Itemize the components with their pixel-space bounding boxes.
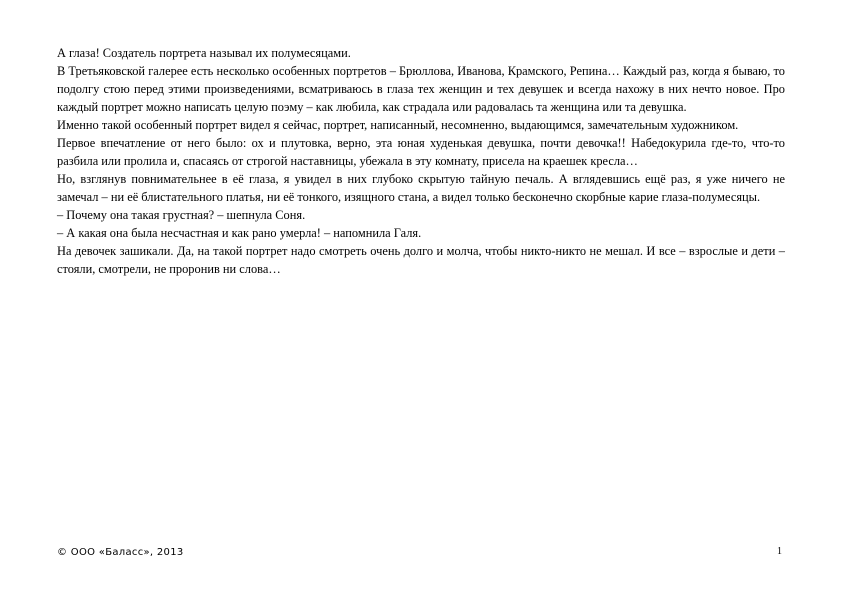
paragraph: Но, взглянув повнимательнее в её глаза, я увидел в них глубоко скрытую тайную печаль. А вглядевшись ещё раз, я уже ничего не замечал – ни её блистательного платья, ни её тонкого, изящного стана, а видел только бесконечно скорбные карие глаза-полумесяцы.: [57, 172, 785, 204]
dialogue-line: – Почему она такая грустная? – шепнула Соня.: [57, 208, 306, 222]
paragraph: На девочек зашикали. Да, на такой портрет надо смотреть очень долго и молча, чтобы никто-никто не мешал. И все – взрослые и дети – стояли, смотрели, не проронив ни слова…: [57, 244, 785, 276]
document-body: [57, 44, 785, 278]
dialogue-line: – А какая она была несчастная и как рано умерла! – напомнила Галя.: [57, 226, 422, 240]
paragraph: Именно такой особенный портрет видел я сейчас, портрет, написанный, несомненно, выдающимся, замечательным художником.: [57, 118, 739, 132]
footer-copyright: © ООО «Баласс», 2013: [57, 547, 184, 558]
paragraph: А глаза! Создатель портрета называл их полумесяцами.: [57, 46, 351, 60]
page-number: 1: [777, 546, 782, 557]
paragraph: Первое впечатление от него было: ох и плутовка, верно, эта юная худенькая девушка, почти девочка!! Набедокурила где-то, что-то разбила или пролила и, спасаясь от строгой наставницы, убежала в эту комнату, присела на краешек кресла…: [57, 136, 785, 168]
paragraph: В Третьяковской галерее есть несколько особенных портретов – Брюллова, Иванова, Крамского, Репина… Каждый раз, когда я бываю, то подолгу стою перед этими произведениями, всматриваюсь в глаза тех женщин и тех девушек и всегда нахожу в них нечто новое. Про каждый портрет можно написать целую поэму – как любила, как страдала или радовалась та женщина или та девушка.: [57, 64, 785, 114]
